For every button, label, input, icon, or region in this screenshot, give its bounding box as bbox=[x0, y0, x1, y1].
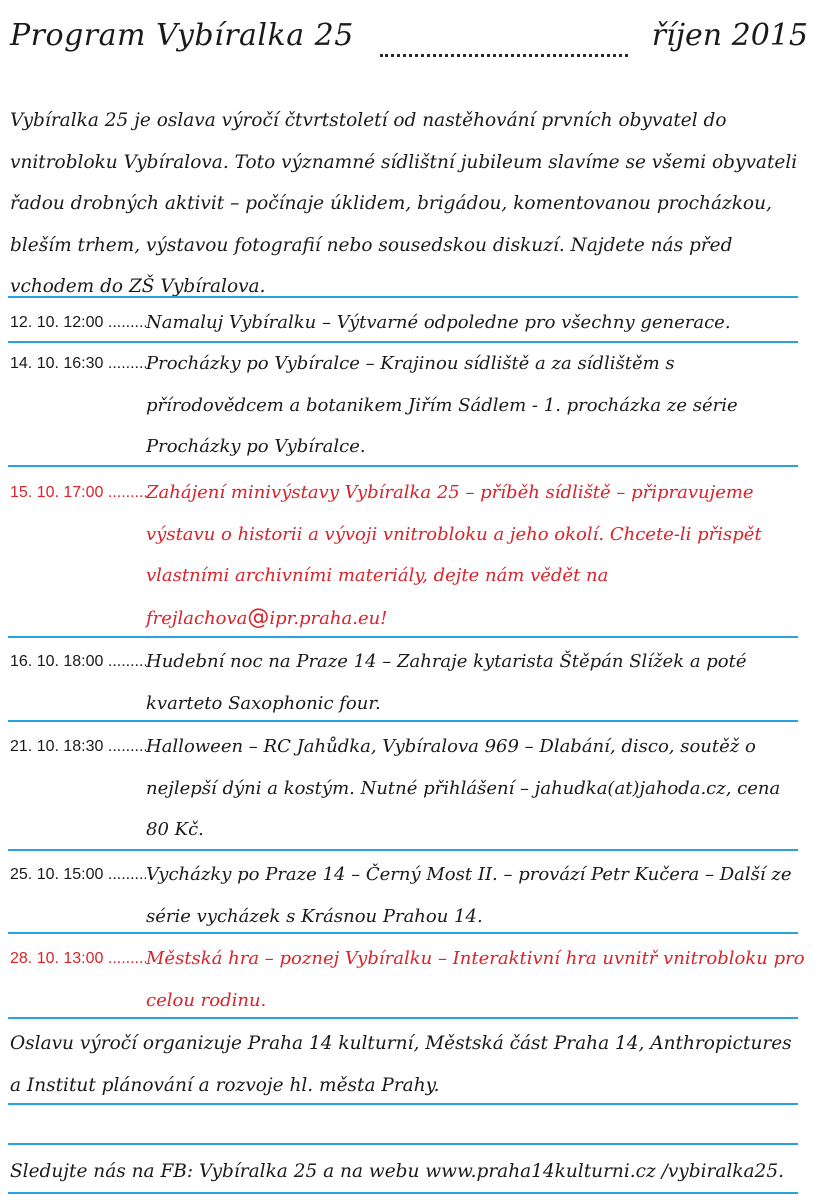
event-row-highlight bbox=[10, 472, 805, 639]
event-description: Vycházky po Praze 14 – Černý Most II. – provází Petr Kučera – Další ze série vycházek s Krásnou Prahou 14. bbox=[146, 864, 792, 927]
event-description bbox=[146, 472, 805, 639]
divider bbox=[8, 1103, 798, 1105]
divider bbox=[8, 636, 798, 638]
at-sign: @ bbox=[247, 604, 270, 630]
divider bbox=[8, 1192, 798, 1194]
title-dotted-leader bbox=[380, 18, 628, 57]
page-title: Program Vybíralka 25 bbox=[10, 18, 354, 53]
email-user[interactable]: frejlachova bbox=[146, 607, 248, 629]
event-row bbox=[10, 726, 805, 851]
event-row bbox=[10, 854, 805, 937]
event-description: Hudební noc na Praze 14 – Zahraje kytarista Štěpán Slížek a poté kvarteto Saxophonic four. bbox=[146, 651, 747, 714]
divider bbox=[8, 932, 798, 934]
event-date: 21. 10. 18:30 ..... bbox=[10, 726, 146, 768]
intro-paragraph: Vybíralka 25 je oslava výročí čtvrtstoletí od nastěhování prvních obyvatel do vnitrobloku Vybíralova. Toto významné sídlištní jubileum slavíme se všemi obyvateli řadou drobných aktivit – počínaje úklidem, brigádou, komentovanou procházkou, bleším trhem, výstavou fotografií nebo sousedskou diskuzí. Najdete nás před vchodem do ZŠ Vybíralova. bbox=[10, 110, 798, 297]
divider bbox=[8, 849, 798, 851]
page-month: říjen 2015 bbox=[651, 18, 808, 53]
event-description: Městská hra – poznej Vybíralku – Interaktivní hra uvnitř vnitrobloku pro celou rodinu. bbox=[146, 948, 805, 1011]
email-domain[interactable]: ipr.praha.eu! bbox=[269, 607, 388, 629]
event-description: Procházky po Vybíralce – Krajinou sídliště a za sídlištěm s přírodovědcem a botanikem Jiřím Sádlem - 1. procházka ze série Procházky po Vybíralce. bbox=[146, 353, 738, 457]
event-date: 28. 10. 13:00 ..... bbox=[10, 938, 146, 980]
event-date: 16. 10. 18:00 ..... bbox=[10, 641, 146, 683]
event-description: Halloween – RC Jahůdka, Vybíralova 969 – Dlabání, disco, soutěž o nejlepší dýni a kostým. Nutné přihlášení – jahudka(at)jahoda.cz, cena 80 Kč. bbox=[146, 736, 781, 840]
event-text: Zahájení minivýstavy Vybíralka 25 – příběh sídliště – připravujeme výstavu o historii a vývoji vnitrobloku a jeho okolí. Chcete-li přispět vlastními archivními materiály, dejte nám vědět na bbox=[146, 482, 762, 586]
event-description: Namaluj Vybíralku – Výtvarné odpoledne pro všechny generace. bbox=[146, 312, 731, 333]
event-row-highlight bbox=[10, 938, 805, 1021]
divider bbox=[8, 720, 798, 722]
divider bbox=[8, 1017, 798, 1019]
event-date: 14. 10. 16:30 ..... bbox=[10, 343, 146, 385]
follow-us-line: Sledujte nás na FB: Vybíralka 25 a na webu www.praha14kulturni.cz /vybiralka25. bbox=[10, 1161, 784, 1182]
event-date: 12. 10. 12:00 ..... bbox=[10, 302, 146, 344]
event-row bbox=[10, 641, 805, 724]
event-date: 15. 10. 17:00 ..... bbox=[10, 472, 146, 514]
event-row bbox=[10, 302, 805, 344]
divider bbox=[8, 465, 798, 467]
divider bbox=[8, 296, 798, 298]
event-row bbox=[10, 343, 805, 468]
page-header bbox=[10, 18, 810, 66]
divider bbox=[8, 1143, 798, 1145]
organizers-paragraph: Oslavu výročí organizuje Praha 14 kulturní, Městská část Praha 14, Anthropictures a Institut plánování a rozvoje hl. města Prahy. bbox=[10, 1033, 792, 1096]
event-date: 25. 10. 15:00 ..... bbox=[10, 854, 146, 896]
